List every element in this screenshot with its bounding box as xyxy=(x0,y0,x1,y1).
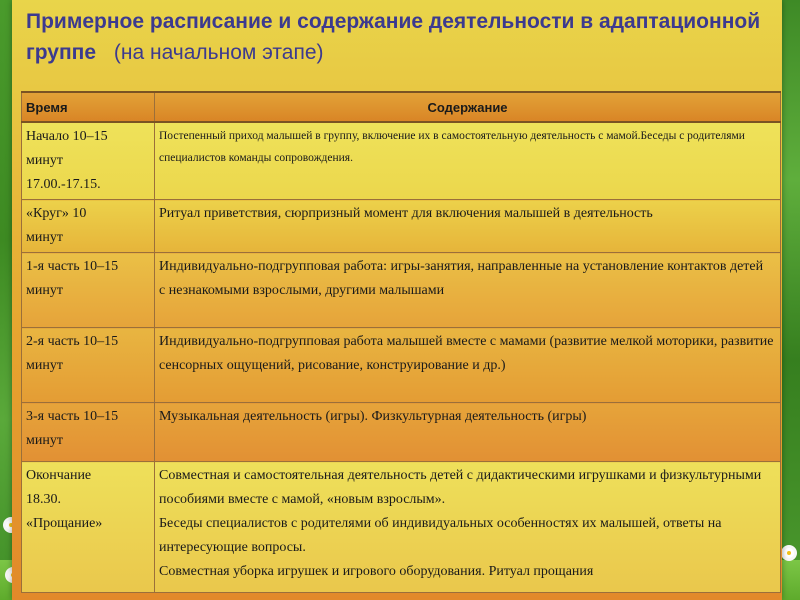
content-text: Индивидуально-подгрупповая работа: игры-занятия, направленные на установление контактов детей xyxy=(159,259,764,274)
time-text: 18.30. xyxy=(26,492,61,507)
time-text: Окончание xyxy=(26,468,92,483)
time-cell xyxy=(22,122,155,200)
slide-title-sub: (на начальном этапе) xyxy=(113,41,324,64)
content-text: Совместная и самостоятельная деятельность детей с дидактическими игрушками и физкультурными пособиями вместе с мамой, «новым взрослым». xyxy=(159,468,762,507)
time-cell xyxy=(22,403,155,462)
time-cell xyxy=(22,253,155,328)
content-cell xyxy=(155,403,781,462)
time-text: «Круг» 10 xyxy=(26,206,87,221)
content-cell xyxy=(155,328,781,403)
content-text: Музыкальная деятельность (игры). Физкультурная деятельность (игры) xyxy=(159,409,587,424)
content-cell xyxy=(155,122,781,200)
content-cell xyxy=(155,253,781,328)
time-text: минут xyxy=(26,433,63,448)
content-text: Постепенный приход малышей в группу, включение их в самостоятельную деятельность с мамой.Беседы с родителями специалистов команды сопровождения. xyxy=(159,130,745,164)
content-text: Индивидуально-подгрупповая работа малышей вместе с мамами (развитие мелкой моторики, развитие сенсорных ощущений, рисование, конструирование и др.) xyxy=(159,334,774,373)
content-cell xyxy=(155,462,781,593)
schedule-table xyxy=(21,91,781,593)
slide-title-main: Примерное расписание и содержание деятельности в адаптационной группе xyxy=(26,10,761,64)
time-text: минут xyxy=(26,358,63,373)
table-header-row xyxy=(22,92,781,122)
time-text: 2-я часть 10–15 xyxy=(26,334,119,349)
content-cell xyxy=(155,200,781,253)
time-cell xyxy=(22,462,155,593)
content-text: с незнакомыми взрослыми, другими малышами xyxy=(159,283,445,298)
time-text: «Прощание» xyxy=(26,516,103,531)
table-row xyxy=(22,403,781,462)
daisy-icon xyxy=(784,548,794,558)
slide-title xyxy=(26,6,766,68)
time-cell xyxy=(22,200,155,253)
content-text: Совместная уборка игрушек и игрового оборудования. Ритуал прощания xyxy=(159,564,594,579)
table-row xyxy=(22,122,781,200)
time-cell xyxy=(22,328,155,403)
table-row xyxy=(22,462,781,593)
content-text: Беседы специалистов с родителями об индивидуальных особенностях их малышей, ответы на интересующие вопросы. xyxy=(159,516,722,555)
time-text: 17.00.-17.15. xyxy=(26,177,101,192)
time-text: минут xyxy=(26,153,63,168)
table-row xyxy=(22,253,781,328)
content-text: Ритуал приветствия, сюрпризный момент для включения малышей в деятельность xyxy=(159,206,653,221)
header-content: Содержание xyxy=(155,92,781,122)
time-text: 3-я часть 10–15 xyxy=(26,409,119,424)
time-text: 1-я часть 10–15 xyxy=(26,259,119,274)
time-text: Начало 10–15 xyxy=(26,129,108,144)
time-text: минут xyxy=(26,230,63,245)
time-text: минут xyxy=(26,283,63,298)
header-time: Время xyxy=(22,92,155,122)
table-row xyxy=(22,328,781,403)
table-row xyxy=(22,200,781,253)
